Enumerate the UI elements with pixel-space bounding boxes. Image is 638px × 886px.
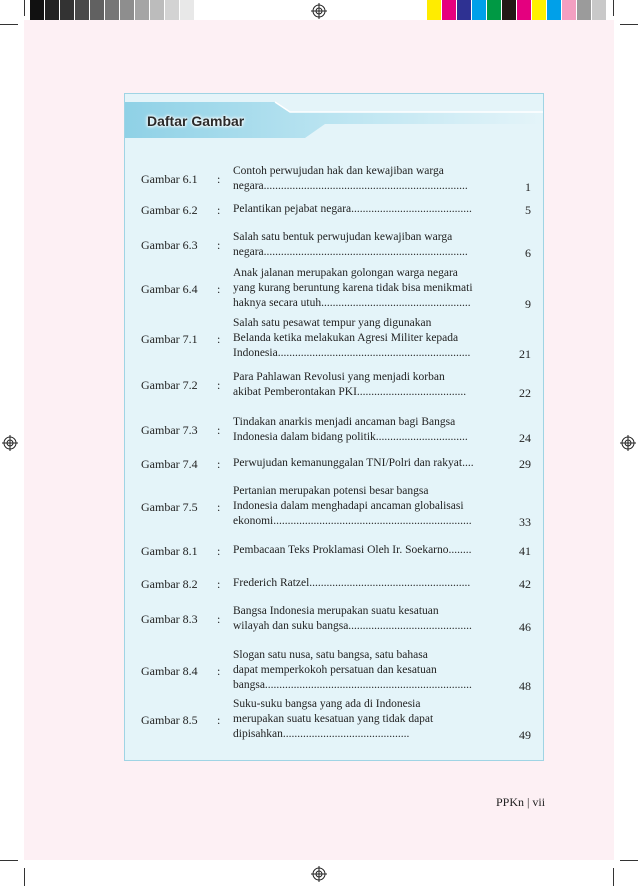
color-swatch	[517, 0, 532, 20]
page-number: 22	[519, 386, 531, 400]
page-number: 6	[525, 246, 531, 260]
caption-line: wilayah dan suku bangsa...........................................	[233, 620, 472, 632]
registration-mark-left-icon	[2, 435, 18, 451]
figure-entry	[125, 316, 543, 361]
calibration-bar-color	[427, 0, 607, 20]
caption-line: bangsa........................................................................	[233, 679, 472, 691]
caption-line: haknya secara utuh....................................................	[233, 297, 471, 309]
separator-colon: :	[217, 663, 221, 678]
figure-label: Gambar 6.4	[141, 281, 198, 296]
grayscale-swatch	[150, 0, 165, 20]
caption-line: akibat Pemberontakan PKI......................................	[233, 386, 467, 398]
figure-label: Gambar 8.3	[141, 612, 198, 626]
figure-label: Gambar 7.2	[141, 378, 198, 392]
figure-label: Gambar 7.3	[141, 423, 198, 437]
caption-line: Anak jalanan merupakan golongan warga negara	[233, 267, 458, 279]
separator-colon: :	[217, 423, 221, 437]
figure-list-panel	[124, 93, 544, 761]
page-number: 5	[525, 203, 531, 217]
figure-caption	[233, 164, 507, 194]
separator-colon: :	[217, 712, 221, 727]
figure-caption	[233, 697, 507, 742]
page-number: 9	[525, 297, 531, 311]
separator-colon: :	[217, 544, 221, 558]
section-title: Daftar Gambar	[147, 113, 245, 129]
figure-caption	[233, 230, 507, 260]
color-swatch	[502, 0, 517, 20]
grayscale-swatch	[60, 0, 75, 20]
figure-entry	[125, 370, 543, 400]
separator-colon: :	[217, 457, 221, 471]
figure-caption	[233, 576, 507, 591]
registration-mark-bottom-icon	[311, 866, 327, 882]
crop-mark-bottom-left-h	[0, 860, 18, 861]
color-swatch	[457, 0, 472, 20]
figure-label: Gambar 6.1	[141, 172, 198, 186]
separator-colon: :	[217, 331, 221, 346]
caption-line: ekonomi.....................................................................	[233, 515, 472, 527]
grayscale-swatch	[75, 0, 90, 20]
figure-entry	[125, 266, 543, 311]
caption-line: Frederich Ratzel........................................................	[233, 577, 471, 589]
figure-label: Gambar 7.4	[141, 457, 198, 471]
crop-mark-bottom-right-h	[620, 860, 638, 861]
figure-label: Gambar 8.4	[141, 663, 198, 678]
figure-entry	[125, 543, 543, 558]
caption-line: Tindakan anarkis menjadi ancaman bagi Bangsa	[233, 416, 456, 428]
figure-caption	[233, 543, 507, 558]
separator-colon: :	[217, 238, 221, 252]
figure-entry	[125, 456, 543, 471]
separator-colon: :	[217, 281, 221, 296]
grayscale-swatch	[195, 0, 210, 20]
separator-colon: :	[217, 499, 221, 514]
figure-caption	[233, 456, 507, 471]
calibration-bar-grayscale	[30, 0, 210, 20]
caption-line: Perwujudan kemanunggalan TNI/Polri dan rakyat....	[233, 457, 474, 469]
figure-entry	[125, 576, 543, 591]
page-footer: PPKn | vii	[496, 795, 546, 809]
figure-caption	[233, 415, 507, 445]
caption-line: yang kurang beruntung karena tidak bisa menikmati	[233, 282, 473, 294]
color-swatch	[472, 0, 487, 20]
caption-line: Indonesia dalam menghadapi ancaman globalisasi	[233, 500, 464, 512]
crop-mark-top-right-v	[613, 0, 614, 16]
grayscale-swatch	[105, 0, 120, 20]
figure-label: Gambar 7.1	[141, 331, 198, 346]
caption-line: Contoh perwujudan hak dan kewajiban warga	[233, 165, 444, 177]
separator-colon: :	[217, 172, 221, 186]
figure-label: Gambar 6.3	[141, 238, 198, 252]
crop-mark-top-left-h	[0, 24, 18, 25]
caption-line: Pertanian merupakan potensi besar bangsa	[233, 485, 429, 497]
figure-caption	[233, 484, 507, 529]
separator-colon: :	[217, 203, 221, 217]
page-number: 41	[519, 544, 531, 558]
figure-caption	[233, 370, 507, 400]
figure-entry	[125, 604, 543, 634]
figure-caption	[233, 604, 507, 634]
caption-line: Salah satu bentuk perwujudan kewajiban warga	[233, 231, 453, 243]
caption-line: Salah satu pesawat tempur yang digunakan	[233, 317, 432, 329]
caption-line: Indonesia dalam bidang politik................................	[233, 431, 468, 443]
color-swatch	[532, 0, 547, 20]
page-number: 49	[519, 728, 531, 742]
color-swatch	[562, 0, 577, 20]
figure-entry	[125, 415, 543, 445]
color-swatch	[487, 0, 502, 20]
color-swatch	[427, 0, 442, 20]
figure-label: Gambar 8.1	[141, 544, 198, 558]
registration-mark-top-icon	[311, 3, 327, 19]
page-number: 48	[519, 679, 531, 693]
figure-label: Gambar 6.2	[141, 203, 198, 217]
figure-entry	[125, 697, 543, 742]
page-number: 46	[519, 620, 531, 634]
figure-entry	[125, 484, 543, 529]
grayscale-swatch	[90, 0, 105, 20]
color-swatch	[442, 0, 457, 20]
grayscale-swatch	[120, 0, 135, 20]
caption-line: Bangsa Indonesia merupakan suatu kesatuan	[233, 605, 439, 617]
figure-label: Gambar 7.5	[141, 499, 198, 514]
page-number: 21	[519, 347, 531, 361]
caption-line: Belanda ketika melakukan Agresi Militer kepada	[233, 332, 459, 344]
page-number: 33	[519, 515, 531, 529]
caption-line: Pembacaan Teks Proklamasi Oleh Ir. Soekarno........	[233, 544, 472, 556]
figure-caption	[233, 648, 507, 693]
grayscale-swatch	[45, 0, 60, 20]
caption-line: Indonesia...................................................................	[233, 347, 471, 359]
figure-caption	[233, 316, 507, 361]
figure-caption	[233, 202, 507, 217]
caption-line: merupakan suatu kesatuan yang tidak dapat	[233, 713, 434, 725]
grayscale-swatch	[30, 0, 45, 20]
figure-caption	[233, 266, 507, 311]
separator-colon: :	[217, 577, 221, 591]
caption-line: Suku-suku bangsa yang ada di Indonesia	[233, 698, 421, 710]
caption-line: negara.......................................................................	[233, 246, 468, 258]
separator-colon: :	[217, 378, 221, 392]
registration-mark-right-icon	[620, 435, 636, 451]
color-swatch	[577, 0, 592, 20]
caption-line: dipisahkan............................................	[233, 728, 410, 740]
figure-label: Gambar 8.2	[141, 577, 198, 591]
caption-line: Slogan satu nusa, satu bangsa, satu bahasa	[233, 649, 428, 661]
grayscale-swatch	[165, 0, 180, 20]
page-number: 1	[525, 180, 531, 194]
figure-entry	[125, 648, 543, 693]
caption-line: Pelantikan pejabat negara..........................................	[233, 203, 472, 215]
page-number: 24	[519, 431, 531, 445]
caption-line: Para Pahlawan Revolusi yang menjadi korban	[233, 371, 445, 383]
crop-mark-bottom-left-v	[24, 868, 25, 886]
figure-entry	[125, 230, 543, 260]
crop-mark-bottom-right-v	[613, 868, 614, 886]
caption-line: negara.......................................................................	[233, 180, 468, 192]
figure-label: Gambar 8.5	[141, 712, 198, 727]
separator-colon: :	[217, 612, 221, 626]
page-number: 29	[519, 457, 531, 471]
grayscale-swatch	[180, 0, 195, 20]
crop-mark-top-left-v	[24, 0, 25, 16]
caption-line: dapat memperkokoh persatuan dan kesatuan	[233, 664, 437, 676]
page-number: 42	[519, 577, 531, 591]
color-swatch	[547, 0, 562, 20]
grayscale-swatch	[135, 0, 150, 20]
figure-entry	[125, 164, 543, 194]
color-swatch	[592, 0, 607, 20]
crop-mark-top-right-h	[620, 24, 638, 25]
figure-entry	[125, 202, 543, 217]
